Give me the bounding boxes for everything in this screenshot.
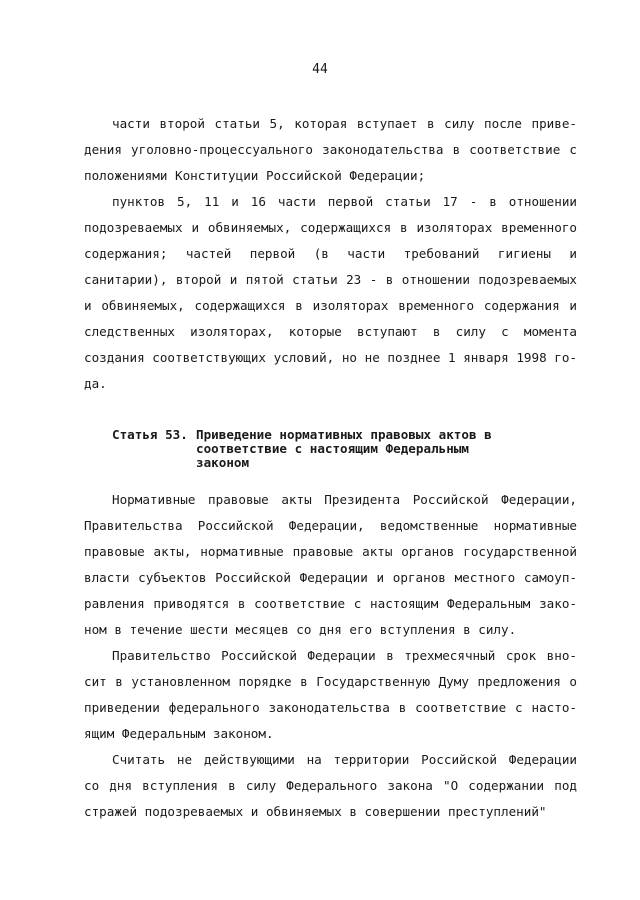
text-line: дения уголовно-процессуального законодательства в соответствие с bbox=[84, 142, 577, 157]
text-line: да. bbox=[84, 376, 107, 391]
text-line: пунктов 5, 11 и 16 части первой статьи 17 - в отношении bbox=[112, 194, 577, 209]
text-line: создания соответствующих условий, но не позднее 1 января 1998 го- bbox=[84, 350, 577, 365]
text-line: власти субъектов Российской Федерации и органов местного самоуп- bbox=[84, 570, 577, 585]
text-line: подозреваемых и обвиняемых, содержащихся в изоляторах временного bbox=[84, 220, 577, 235]
text-line: приведении федерального законодательства в соответствие с насто- bbox=[84, 700, 577, 715]
text-line: Правительство Российской Федерации в трехмесячный срок вно- bbox=[112, 648, 577, 663]
text-line: ящим Федеральным законом. bbox=[84, 726, 274, 741]
article-label: Статья 53. bbox=[112, 427, 188, 442]
article-title-line: Приведение нормативных правовых актов в bbox=[196, 427, 492, 442]
text-line: стражей подозреваемых и обвиняемых в совершении преступлений" bbox=[84, 804, 547, 819]
text-line: сит в установленном порядке в Государственную Думу предложения о bbox=[84, 674, 577, 689]
text-line: санитарии), второй и пятой статьи 23 - в отношении подозреваемых bbox=[84, 272, 577, 287]
text-line: положениями Конституции Российской Федерации; bbox=[84, 168, 426, 183]
article-title-line: законом bbox=[196, 455, 250, 470]
text-line: равления приводятся в соответствие с настоящим Федеральным зако- bbox=[84, 596, 577, 611]
text-line: правовые акты, нормативные правовые акты органов государственной bbox=[84, 544, 577, 559]
text-line: ном в течение шести месяцев со дня его вступления в силу. bbox=[84, 622, 517, 637]
text-line: со дня вступления в силу Федерального закона "О содержании под bbox=[84, 778, 577, 793]
text-line: Нормативные правовые акты Президента Российской Федерации, bbox=[112, 492, 577, 507]
text-line: и обвиняемых, содержащихся в изоляторах временного содержания и bbox=[84, 298, 577, 313]
page-number: 44 bbox=[312, 62, 328, 77]
text-line: части второй статьи 5, которая вступает в силу после приве- bbox=[112, 116, 577, 131]
article-title-line: соответствие с настоящим Федеральным bbox=[196, 441, 469, 456]
text-line: Считать не действующими на территории Российской Федерации bbox=[112, 752, 577, 767]
text-line: Правительства Российской Федерации, ведомственные нормативные bbox=[84, 518, 577, 533]
text-line: содержания; частей первой (в части требований гигиены и bbox=[84, 246, 577, 261]
text-line: следственных изоляторах, которые вступают в силу с момента bbox=[84, 324, 577, 339]
